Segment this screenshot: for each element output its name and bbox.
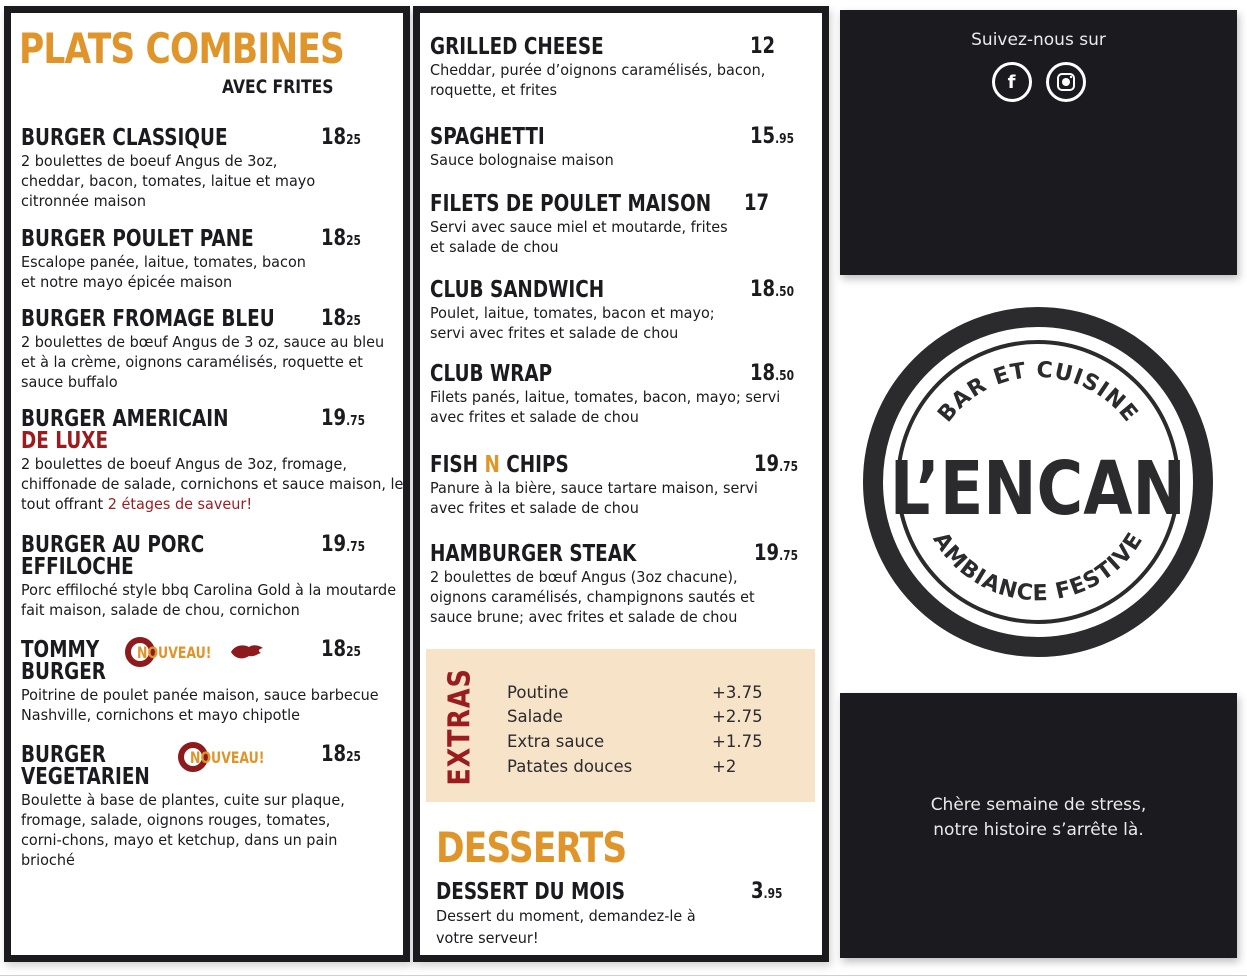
- stamp-logo-icon: [858, 302, 1218, 662]
- item-price: 18.50: [750, 361, 794, 386]
- item-name: BURGER FROMAGE BLEU: [21, 306, 275, 332]
- item-description: 2 boulettes de bœuf Angus (3oz chacune), oignons caramélisés, champignons sautés et sauce brune; avec frites et salade de chou: [430, 568, 755, 626]
- item-description: Poitrine de poulet panée maison, sauce barbecue Nashville, cornichons et mayo chipotle: [21, 686, 379, 724]
- item-name: SPAGHETTI: [430, 124, 545, 150]
- item-name: TOMMY: [21, 637, 100, 663]
- menu-panel-plats-combines: [4, 6, 410, 962]
- menu-item: [430, 36, 814, 100]
- menu-item: [436, 881, 820, 949]
- item-description: 2 boulettes de bœuf Angus de 3 oz, sauce au bleu et à la crème, oignons caramélisés, roquette et sauce buffalo: [21, 333, 385, 391]
- menu-panel-mains: [413, 6, 829, 962]
- item-price: 1825: [321, 306, 361, 331]
- svg-text:L’ENCAN: L’ENCAN: [889, 446, 1186, 533]
- menu-item: [430, 363, 814, 427]
- menu-item: [21, 408, 405, 514]
- item-name: GRILLED CHEESE: [430, 34, 604, 60]
- item-price: 1825: [321, 125, 361, 150]
- item-description: Boulette à base de plantes, cuite sur plaque, fromage, salade, oignons rouges, tomates, corni-chons, mayo et ketchup, dans un pain brioché: [21, 791, 345, 869]
- menu-item: [430, 193, 814, 257]
- menu-item: [430, 126, 814, 170]
- item-price: 1825: [321, 742, 361, 767]
- menu-item: [21, 228, 405, 292]
- item-price: 3.95: [751, 879, 783, 904]
- section-subtitle-avec-frites: AVEC FRITES: [222, 76, 334, 98]
- section-title-desserts: DESSERTS: [436, 823, 627, 872]
- item-price: 17: [744, 191, 770, 216]
- tagline-text: Chère semaine de stress, notre histoire s’arrête là.: [930, 795, 1147, 840]
- instagram-icon[interactable]: [1046, 62, 1086, 102]
- svg-text:AMBIANCE FESTIVE: AMBIANCE FESTIVE: [927, 527, 1149, 607]
- social-box: [840, 10, 1237, 275]
- item-description: 2 boulettes de boeuf Angus de 3oz, fromage, chiffonade de salade, cornichons et sauce maison, le tout offrant 2 étages de saveur!: [21, 455, 404, 513]
- social-title: Suivez-nous sur: [971, 30, 1106, 50]
- menu-item: [21, 639, 405, 725]
- item-name-line2: BURGER: [21, 659, 106, 685]
- item-price: 1825: [321, 226, 361, 251]
- page-bottom-divider: [0, 975, 1247, 976]
- tagline-box: [840, 693, 1237, 958]
- menu-item: [430, 454, 814, 518]
- menu-item: [21, 744, 405, 870]
- item-name: BURGER: [21, 742, 106, 768]
- item-name: BURGER AMERICAIN: [21, 406, 229, 432]
- facebook-icon[interactable]: f: [992, 62, 1032, 102]
- lencan-logo: [858, 302, 1218, 662]
- item-description: Cheddar, purée d’oignons caramélisés, bacon, roquette, et frites: [430, 61, 766, 99]
- item-description: Panure à la bière, sauce tartare maison, servi avec frites et salade de chou: [430, 479, 758, 517]
- svg-text:BAR ET CUISINE: BAR ET CUISINE: [933, 357, 1143, 428]
- social-icons: [840, 62, 1237, 102]
- item-name: BURGER CLASSIQUE: [21, 125, 228, 151]
- item-price: 18.50: [750, 277, 794, 302]
- item-name: HAMBURGER STEAK: [430, 541, 637, 567]
- item-name-line2: EFFILOCHE: [21, 554, 134, 580]
- item-name: BURGER POULET PANE: [21, 226, 254, 252]
- section-title-plats-combines: PLATS COMBINES: [19, 24, 345, 73]
- item-price: 19.75: [321, 406, 365, 431]
- menu-item: [21, 534, 405, 620]
- item-description: Filets panés, laitue, tomates, bacon, mayo; servi avec frites et salade de chou: [430, 388, 781, 426]
- item-price: 12: [750, 34, 776, 59]
- item-price: 19.75: [754, 452, 798, 477]
- new-badge: NOUVEAU!: [125, 637, 232, 667]
- item-name-line2: VEGETARIEN: [21, 764, 150, 790]
- item-description: Dessert du moment, demandez-le à votre serveur!: [436, 907, 696, 947]
- item-name: DESSERT DU MOIS: [436, 879, 626, 905]
- item-name: BURGER AU PORC: [21, 532, 205, 558]
- new-badge: NOUVEAU!: [178, 742, 285, 772]
- item-name: CLUB SANDWICH: [430, 277, 605, 303]
- item-description: Porc effiloché style bbq Carolina Gold à la moutarde fait maison, salade de chou, cornichon: [21, 581, 397, 619]
- item-name: CLUB WRAP: [430, 361, 553, 387]
- item-description-highlight: 2 étages de saveur!: [107, 495, 253, 513]
- item-name-line2: DE LUXE: [21, 428, 109, 454]
- menu-item: [21, 308, 405, 392]
- item-name: FISH N CHIPS: [430, 452, 569, 478]
- item-price: 19.75: [321, 532, 365, 557]
- extras-box: EXTRAS Poutine +3.75 Salade +2.75 Extra sauce +1.75 Patates douces +2: [426, 649, 815, 802]
- item-price: 1825: [321, 637, 361, 662]
- menu-item: [430, 279, 814, 343]
- item-description: Servi avec sauce miel et moutarde, frites et salade de chou: [430, 218, 728, 256]
- item-description: 2 boulettes de boeuf Angus de 3oz, cheddar, bacon, tomates, laitue et mayo citronnée maison: [21, 152, 316, 210]
- instagram-glyph-icon: [1056, 72, 1076, 92]
- item-description: Sauce bolognaise maison: [430, 151, 614, 169]
- item-price: 19.75: [754, 541, 798, 566]
- item-description: Poulet, laitue, tomates, bacon et mayo; servi avec frites et salade de chou: [430, 304, 715, 342]
- menu-item: [430, 543, 814, 627]
- item-name: FILETS DE POULET MAISON: [430, 191, 712, 217]
- extras-label: EXTRAS: [442, 668, 478, 786]
- item-price: 15.95: [750, 124, 794, 149]
- menu-item: [21, 127, 405, 211]
- spicy-fire-icon: [229, 643, 265, 661]
- item-description: Escalope panée, laitue, tomates, bacon et notre mayo épicée maison: [21, 253, 306, 291]
